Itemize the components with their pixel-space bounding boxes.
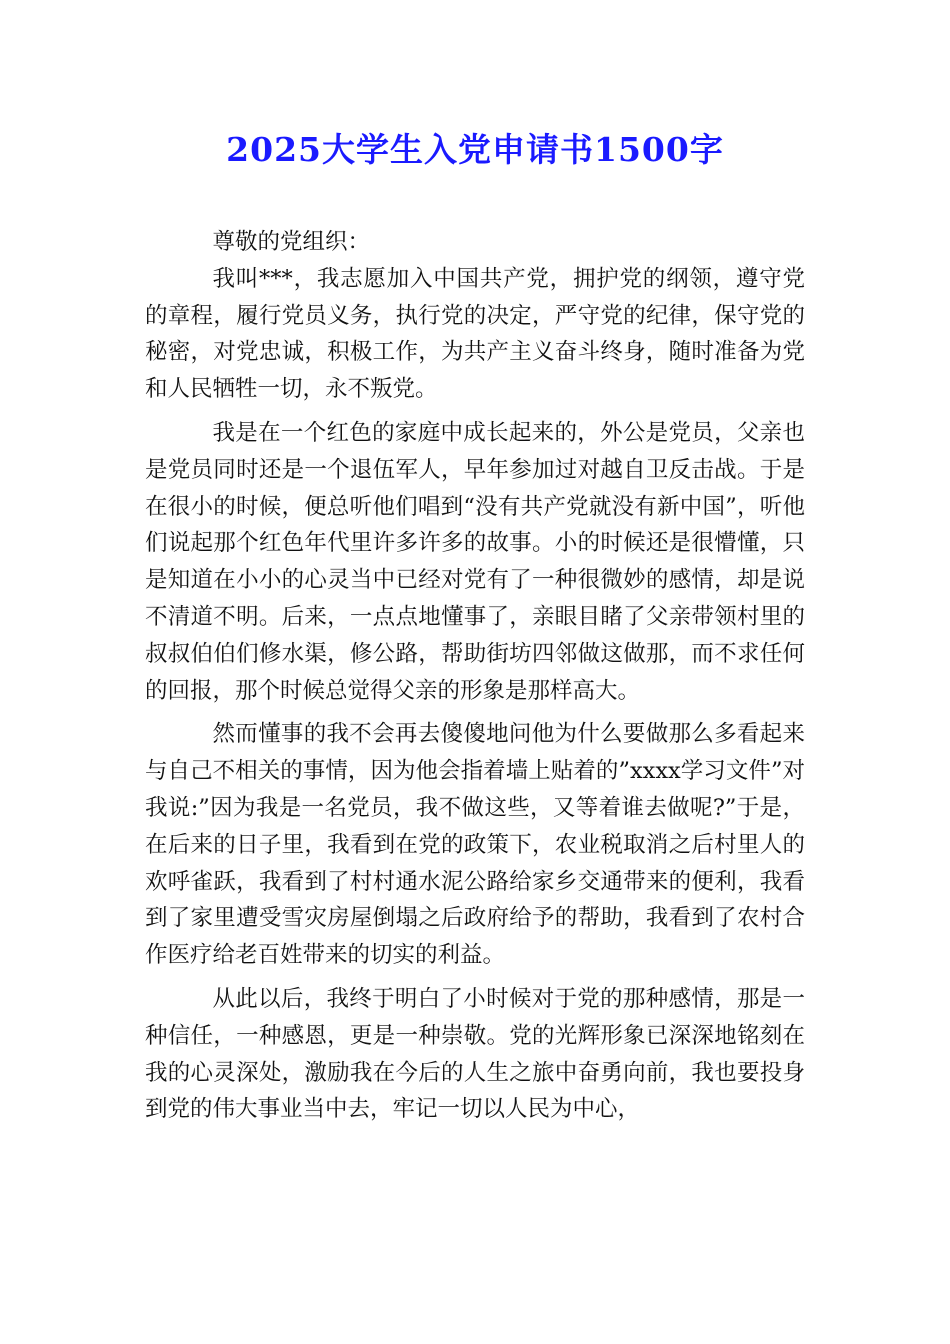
document-title: 2025大学生入党申请书1500字 bbox=[226, 130, 724, 169]
document-body bbox=[145, 224, 805, 1135]
paragraph: 我是在一个红色的家庭中成长起来的，外公是党员，父亲也是党员同时还是一个退伍军人，早年参加过对越自卫反击战。于是在很小的时候，便总听他们唱到“没有共产党就没有新中国”，听他们说起那个红色年代里许多许多的故事。小的时候还是很懵懂，只是知道在小小的心灵当中已经对党有了一种很微妙的感情，却是说不清道不明。后来，一点点地懂事了，亲眼目睹了父亲带领村里的叔叔伯伯们修水渠，修公路，帮助街坊四邻做这做那，而不求任何的回报，那个时候总觉得父亲的形象是那样高大。 bbox=[145, 419, 805, 704]
paragraph: 从此以后，我终于明白了小时候对于党的那种感情，那是一种信任，一种感恩，更是一种崇敬。党的光辉形象已深深地铭刻在我的心灵深处，激励我在今后的人生之旅中奋勇向前，我也要投身到党的伟大事业当中去，牢记一切以人民为中心， bbox=[145, 985, 805, 1123]
salutation: 尊敬的党组织： bbox=[212, 229, 371, 255]
paragraph: 然而懂事的我不会再去傻傻地问他为什么要做那么多看起来与自己不相关的事情，因为他会指着墙上贴着的”xxxx学习文件”对我说:”因为我是一名党员，我不做这些，又等着谁去做呢?”于是，在后来的日子里，我看到在党的政策下，农业税取消之后村里人的欢呼雀跃，我看到了村村通水泥公路给家乡交通带来的便利，我看到了家里遭受雪灾房屋倒塌之后政府给予的帮助，我看到了农村合作医疗给老百姓带来的切实的利益。 bbox=[145, 721, 805, 969]
paragraph: 我叫***，我志愿加入中国共产党，拥护党的纲领，遵守党的章程，履行党员义务，执行党的决定，严守党的纪律，保守党的秘密，对党忠诚，积极工作，为共产主义奋斗终身，随时准备为党和人民牺牲一切，永不叛党。 bbox=[145, 265, 805, 403]
